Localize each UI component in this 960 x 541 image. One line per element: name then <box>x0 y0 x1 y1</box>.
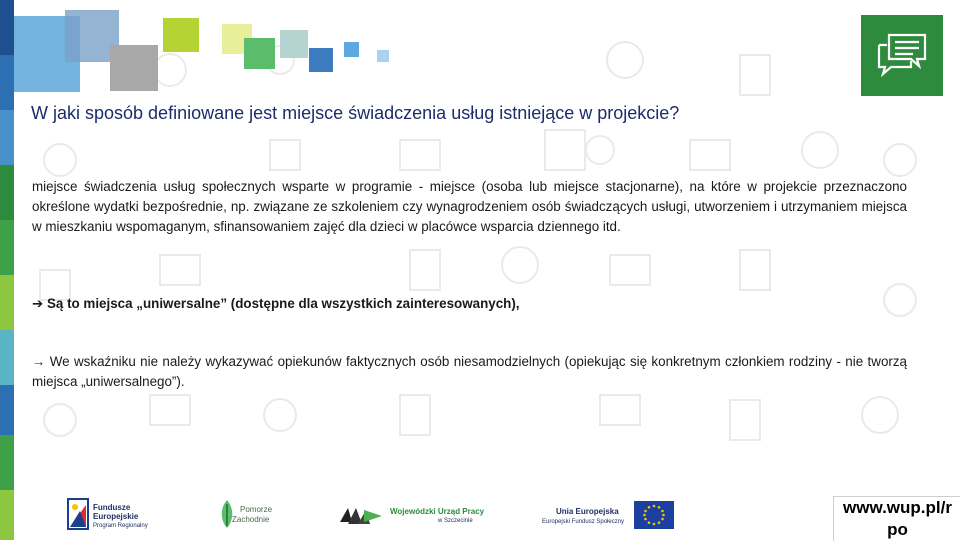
chat-bubbles-icon <box>875 31 929 79</box>
caregivers-paragraph <box>32 352 907 392</box>
slide-title: W jaki sposób definiowane jest miejsce świadczenia usług istniejące w projekcie? <box>31 103 680 123</box>
left-color-strip <box>0 0 14 540</box>
fundusze-europejskie-logo <box>66 497 90 531</box>
arrow-right-icon: ➔ <box>32 296 44 311</box>
universal-places-text: Są to miejsca „uniwersalne” (dostępne dla wszystkich zainteresowanych), <box>46 296 520 311</box>
website-url[interactable]: www.wup.pl/r po <box>833 496 960 541</box>
eu-line1: Unia Europejska <box>556 507 619 516</box>
wup-logo <box>338 502 384 526</box>
chat-icon-box <box>861 15 943 96</box>
wup-line1: Wojewódzki Urząd Pracy <box>390 507 485 516</box>
footer-logos <box>0 490 960 540</box>
fundusze-line3: Program Regionalny <box>93 523 148 529</box>
pomorze-zachodnie-logo <box>216 498 238 530</box>
fundusze-line1: Fundusze <box>93 503 131 512</box>
pomorze-line1: Pomorze <box>240 505 273 514</box>
eu-line2: Europejski Fundusz Społeczny <box>542 519 625 525</box>
eu-flag-icon <box>634 501 674 529</box>
definition-paragraph: miejsce świadczenia usług społecznych wsparte w programie - miejsce (osoba lub miejsce stacjonarne), na które w projekcie przeznaczono określone wydatki bezpośrednie, np. związane ze szkoleniem czy wynagrodzeniem osób świadczących usługi, utworzeniem i utrzymaniem miejsca w mieszkaniu wspomaganym, sfinansowaniem zajęć dla dzieci w placówce wsparcia dziennego itd. <box>32 179 907 234</box>
universal-places-paragraph <box>32 294 907 314</box>
arrow-right-icon: → <box>32 354 46 369</box>
pomorze-line2: Zachodnie <box>232 515 270 524</box>
wup-line2: w Szczecinie <box>438 518 473 524</box>
caregivers-text: We wskaźniku nie należy wykazywać opiekunów faktycznych osób niesamodzielnych (opiekując się konkretnym członkiem rodziny - nie tworzą miejsca „uniwersalnego”). <box>32 354 907 389</box>
fundusze-line2: Europejskie <box>93 512 139 521</box>
